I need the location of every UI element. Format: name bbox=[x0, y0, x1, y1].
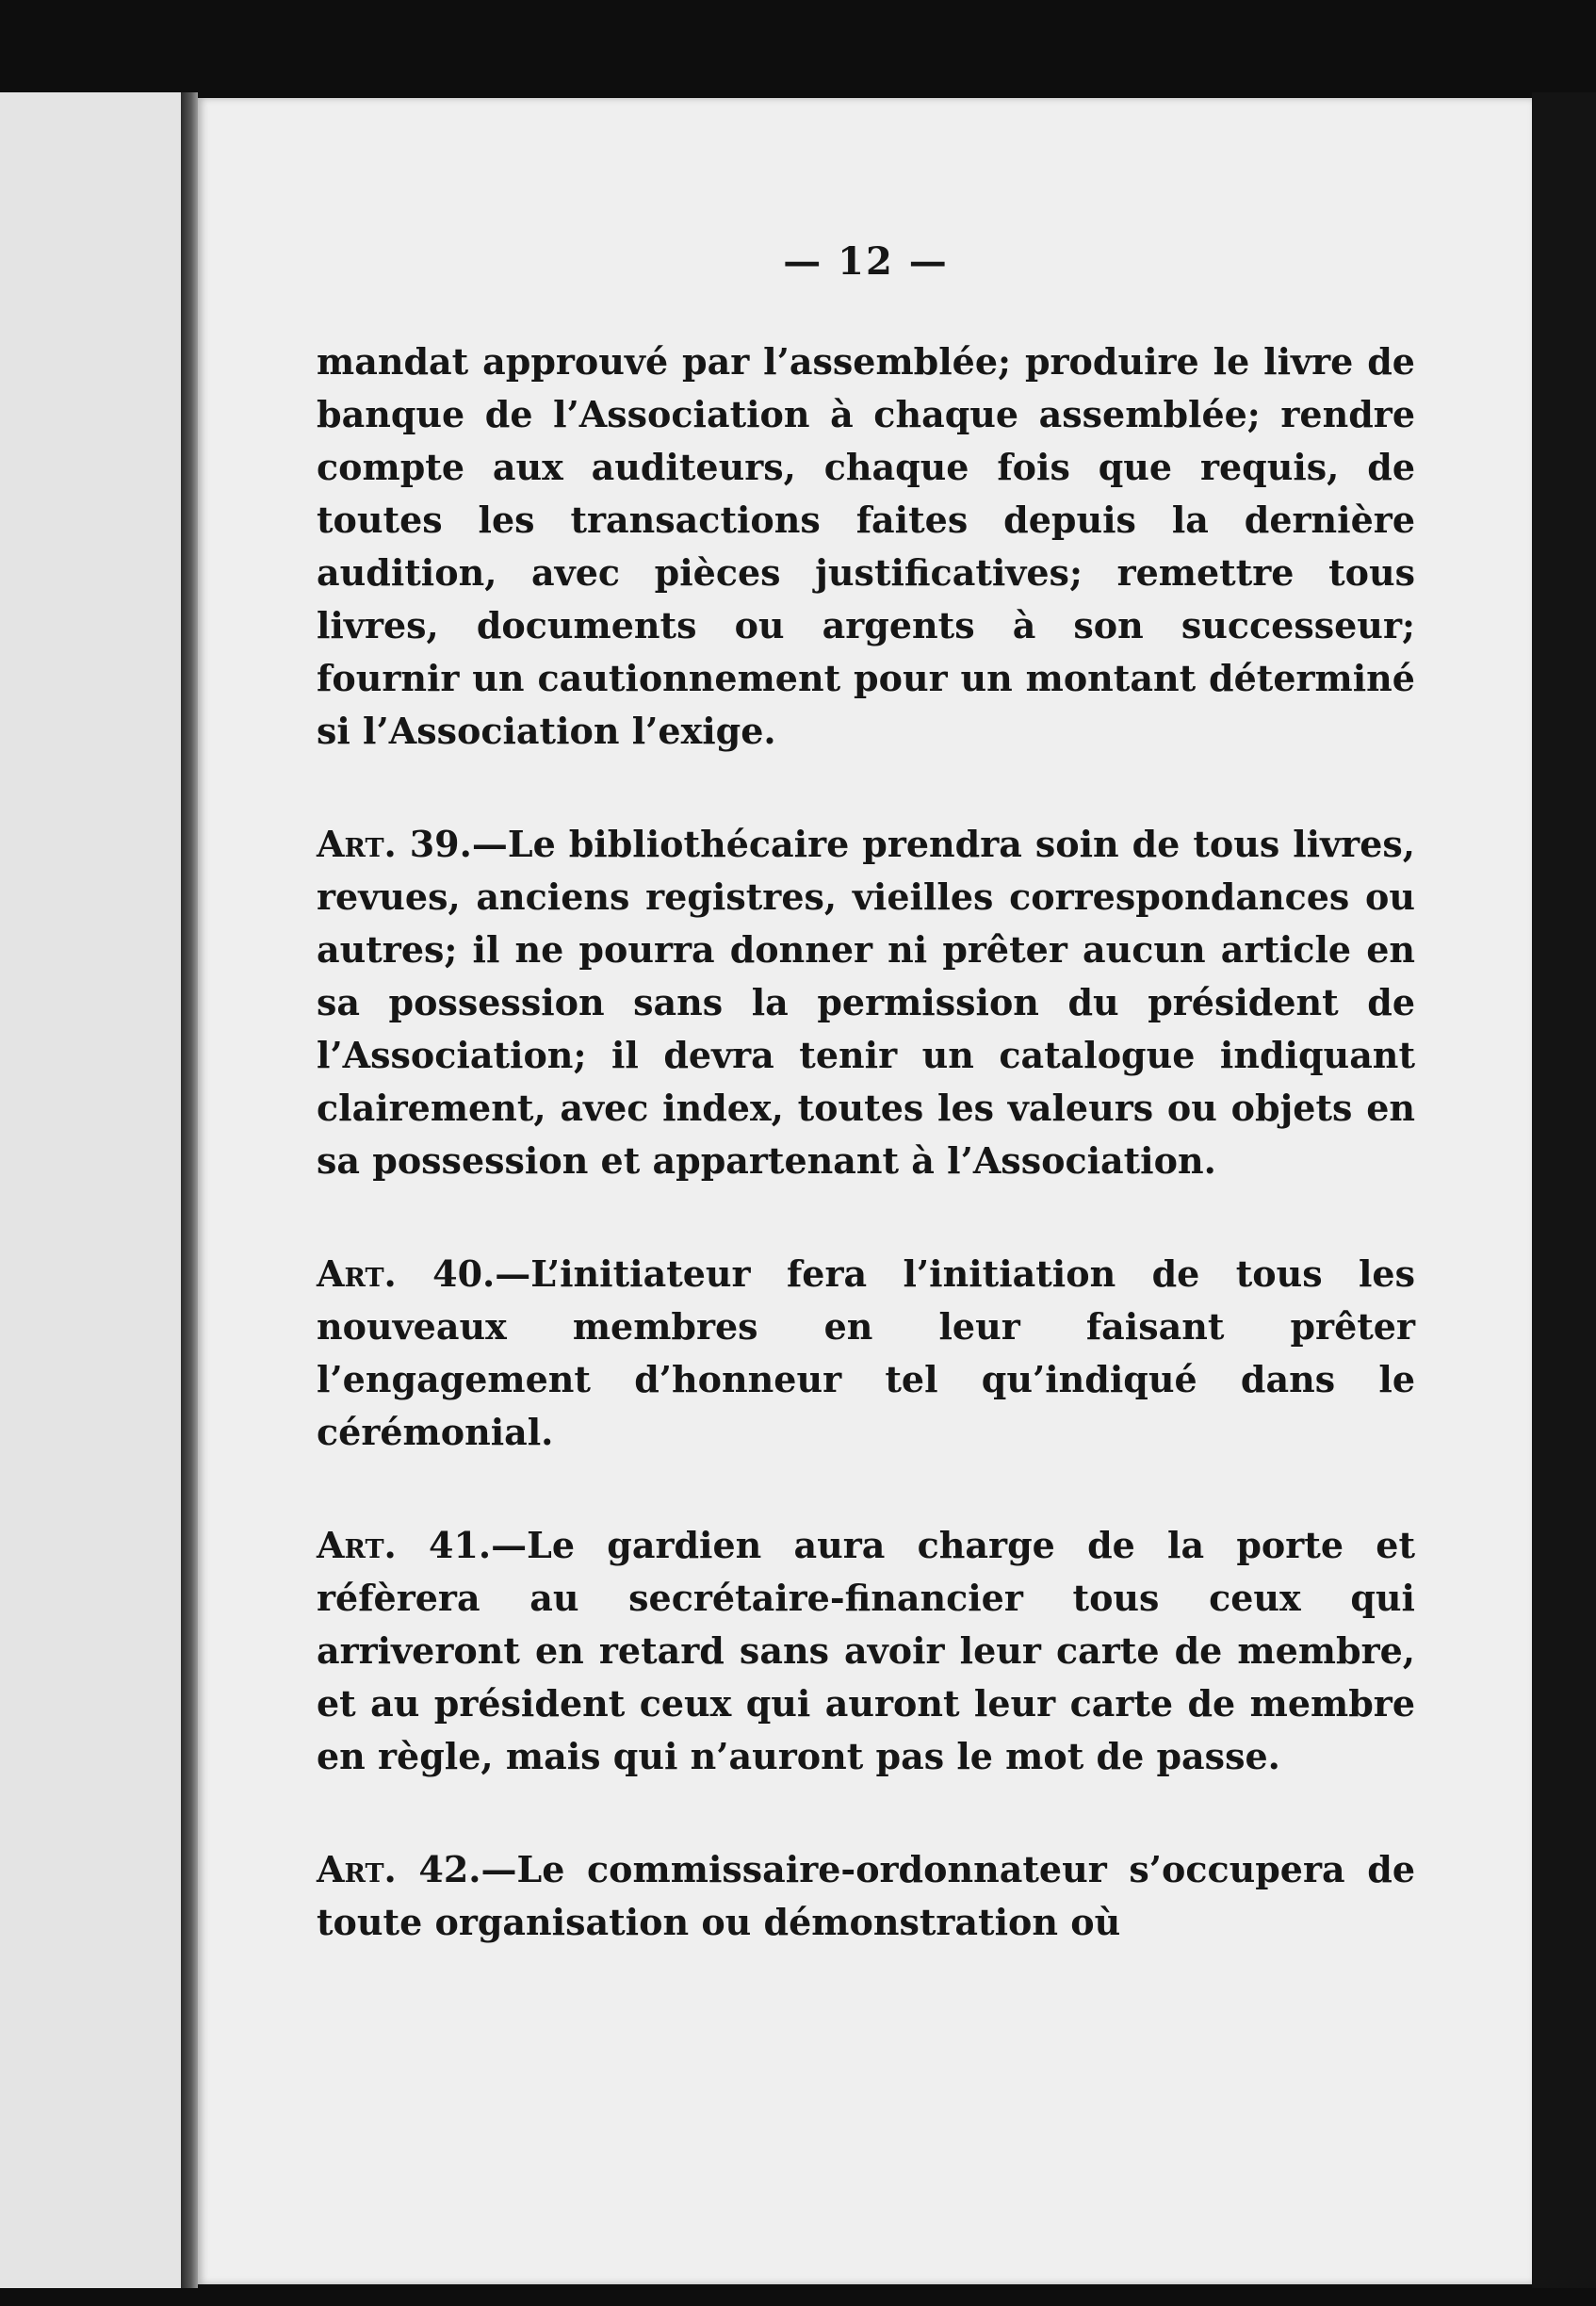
article-label: Art. 41. bbox=[317, 1524, 492, 1566]
article-label: Art. 42. bbox=[317, 1848, 481, 1890]
facing-page-edge bbox=[0, 92, 181, 2288]
article-41 bbox=[317, 1519, 1415, 1783]
article-40 bbox=[317, 1248, 1415, 1459]
paragraph-text: —Le gardien aura charge de la porte et réfèrera au secrétaire-financier tous ceux qui arriveront en retard sans avoir leur carte de membre, et au président ceux qui auront leur carte de membre en règle, mais qui n’auront pas le mot de passe. bbox=[317, 1524, 1415, 1777]
page-number: — 12 — bbox=[783, 239, 949, 284]
article-label: Art. 40. bbox=[317, 1252, 496, 1295]
book-page bbox=[198, 98, 1532, 2284]
paragraph-text: —Le commissaire-ordonnateur s’occupera de toute organisation ou démonstration où bbox=[317, 1848, 1416, 1943]
article-42 bbox=[317, 1843, 1415, 1949]
page-text bbox=[317, 236, 1415, 1949]
scan-border bbox=[1532, 92, 1596, 2288]
paragraph-text: —L’initiateur fera l’initiation de tous les nouveaux membres en leur faisant prêter l’engagement d’honneur tel qu’indiqué dans le cérémonial. bbox=[317, 1252, 1415, 1453]
article-label: Art. 39. bbox=[317, 823, 472, 865]
article-39 bbox=[317, 818, 1415, 1187]
paragraph-text: mandat approuvé par l’assemblée; produire le livre de banque de l’Association à chaque assemblée; rendre compte aux auditeurs, chaque fois que requis, de toutes les transactions faites depuis la dernière audition, avec pièces justificatives; remettre tous livres, documents ou argents à son successeur; fournir un cautionnement pour un montant déterminé si l’Association l’exige. bbox=[317, 340, 1415, 752]
book-spine bbox=[181, 92, 198, 2288]
paragraph-text: —Le bibliothécaire prendra soin de tous livres, revues, anciens registres, vieilles correspondances ou autres; il ne pourra donner ni prêter aucun article en sa possession sans la permission du président de l’Association; il devra tenir un catalogue indiquant clairement, avec index, toutes les valeurs ou objets en sa possession et appartenant à l’Association. bbox=[317, 823, 1415, 1182]
paragraph-continuation bbox=[317, 335, 1415, 758]
